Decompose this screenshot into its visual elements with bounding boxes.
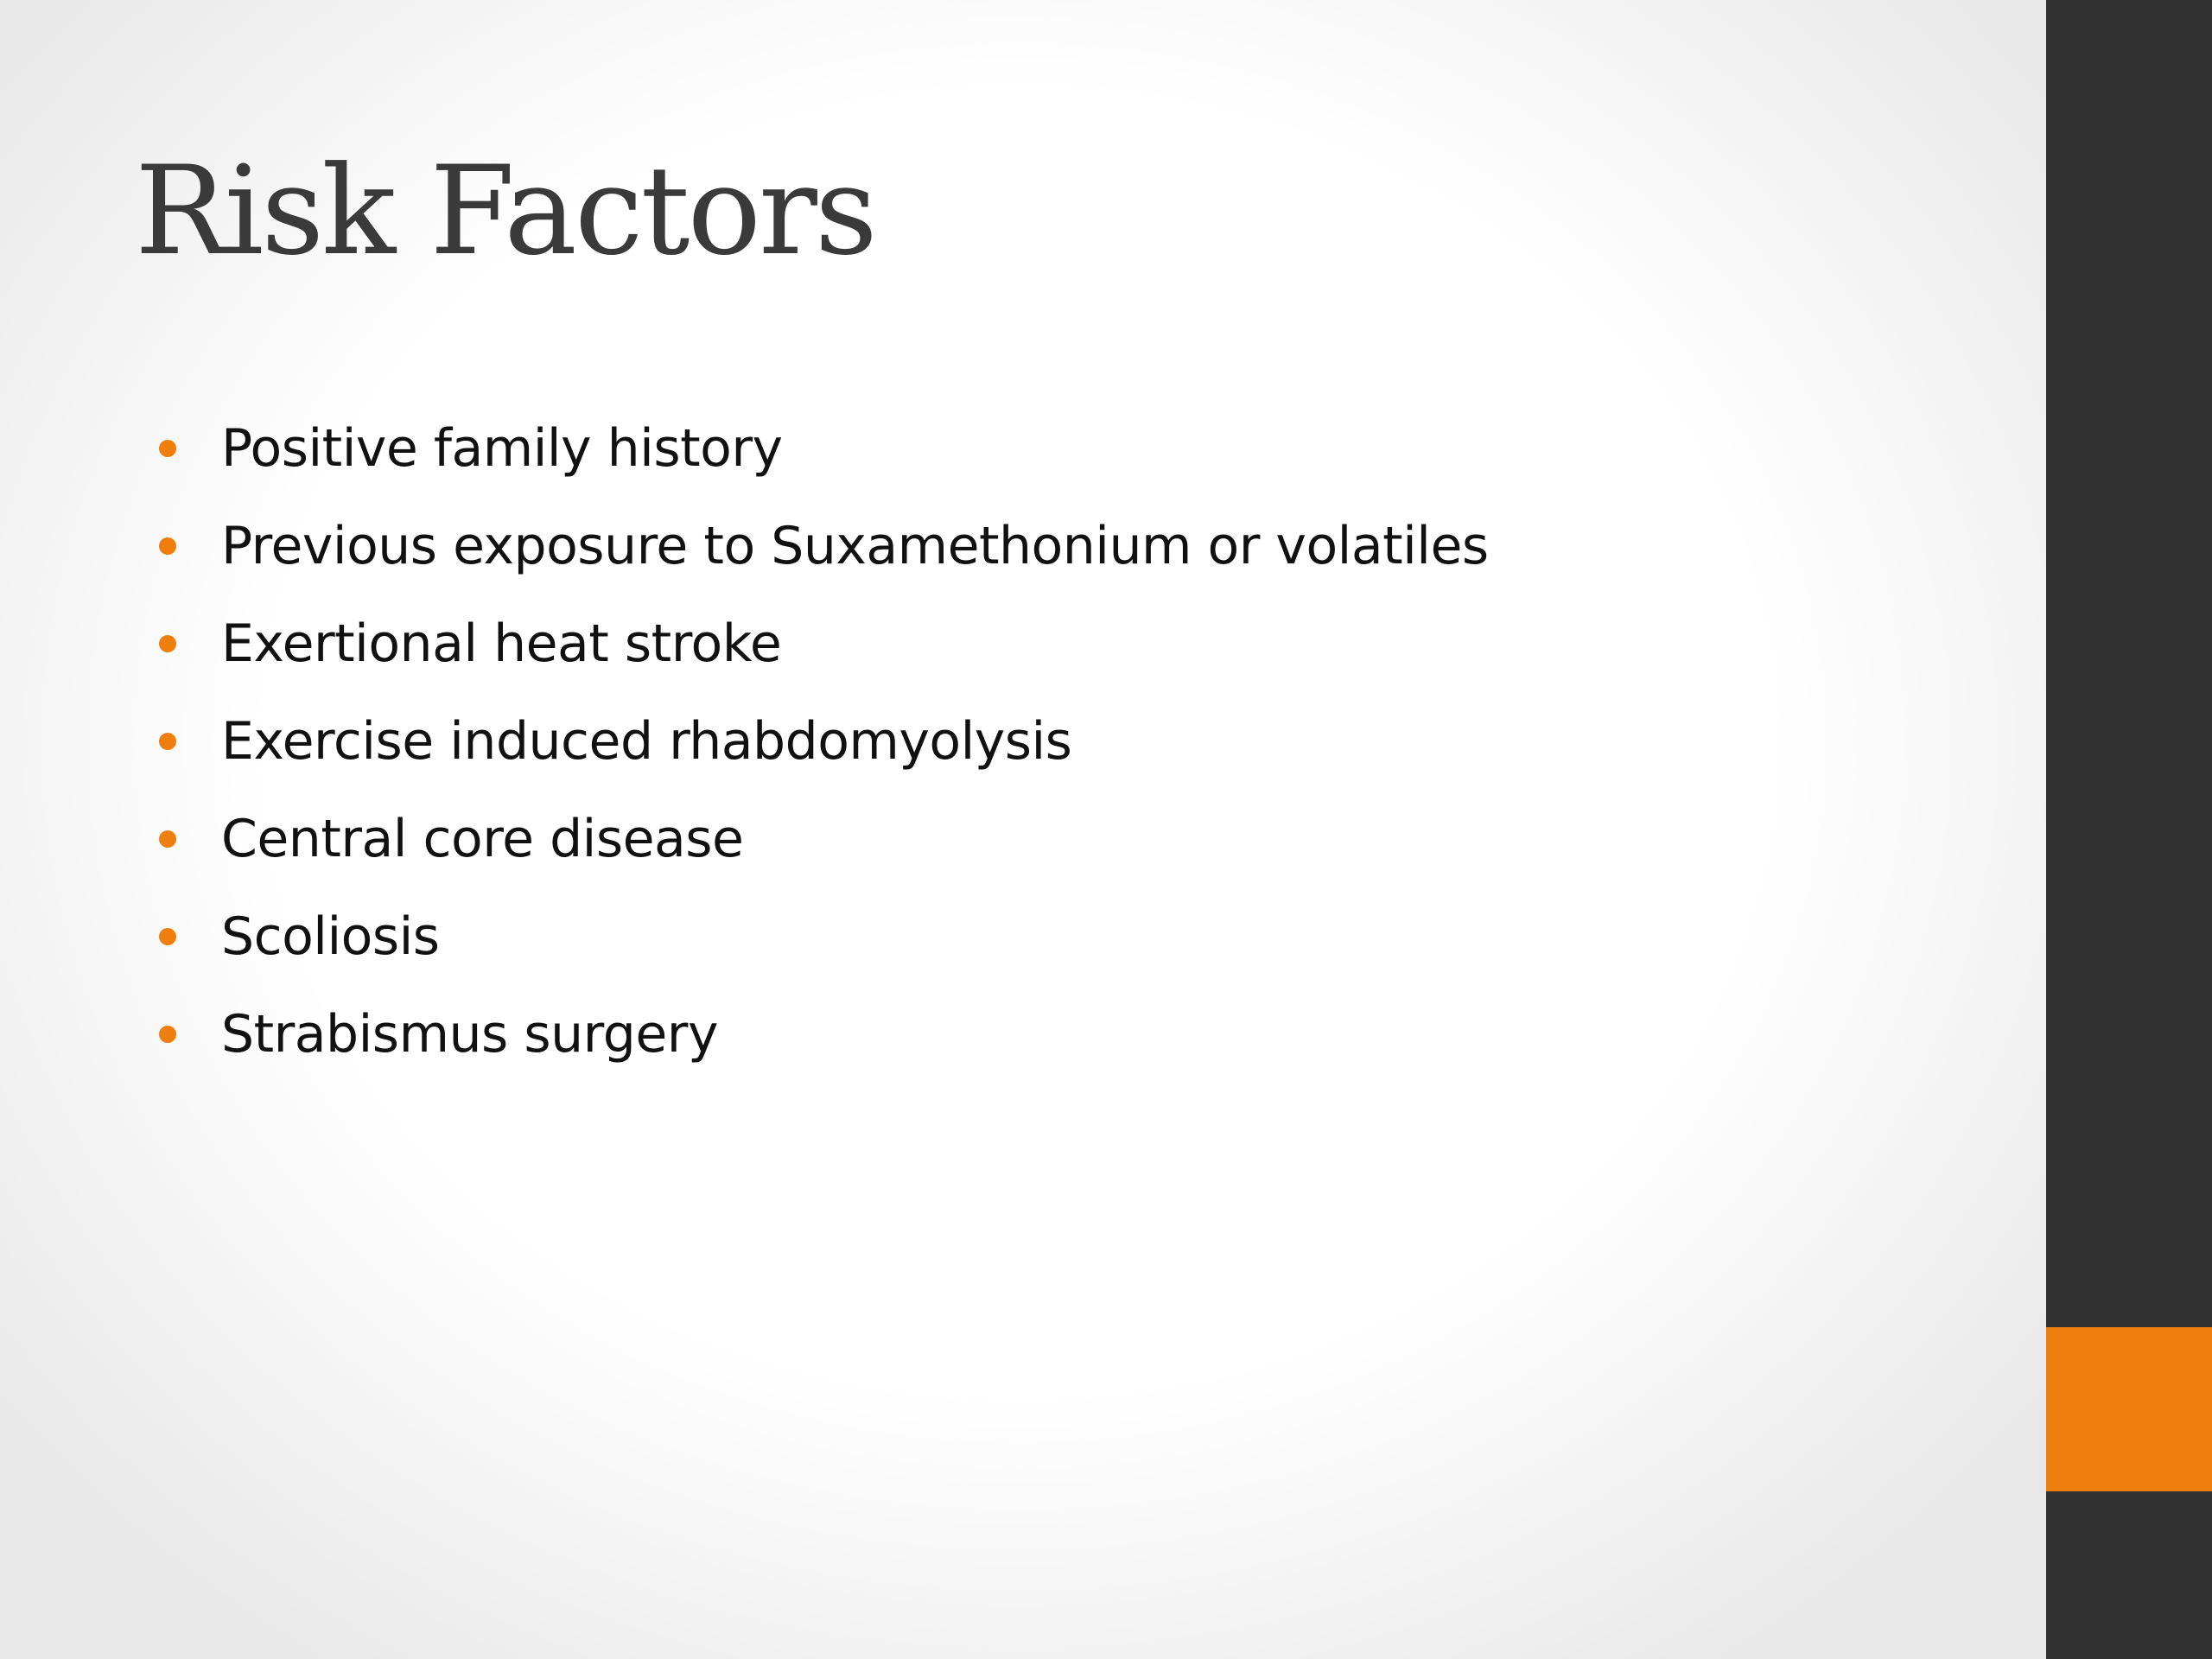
list-item	[159, 790, 1489, 887]
accent-block	[2046, 1327, 2212, 1491]
bullet-dot-icon	[159, 440, 176, 457]
bullet-dot-icon	[159, 928, 176, 945]
bullet-text: Previous exposure to Suxamethonium or volatiles	[221, 515, 1489, 576]
bullet-text: Exercise induced rhabdomyolysis	[221, 710, 1072, 772]
bullet-list	[159, 399, 1489, 1083]
list-item	[159, 985, 1489, 1083]
bullet-dot-icon	[159, 537, 176, 555]
list-item	[159, 692, 1489, 790]
list-item	[159, 399, 1489, 497]
bullet-text: Scoliosis	[221, 906, 440, 967]
bullet-dot-icon	[159, 733, 176, 750]
bullet-dot-icon	[159, 830, 176, 848]
bullet-text: Positive family history	[221, 417, 783, 479]
list-item	[159, 887, 1489, 985]
bullet-text: Central core disease	[221, 808, 744, 869]
slide-title: Risk Factors	[135, 140, 875, 283]
list-item	[159, 497, 1489, 594]
bullet-dot-icon	[159, 1026, 176, 1043]
bullet-dot-icon	[159, 635, 176, 652]
bullet-text: Exertional heat stroke	[221, 613, 782, 674]
bullet-text: Strabismus surgery	[221, 1003, 718, 1065]
list-item	[159, 594, 1489, 692]
